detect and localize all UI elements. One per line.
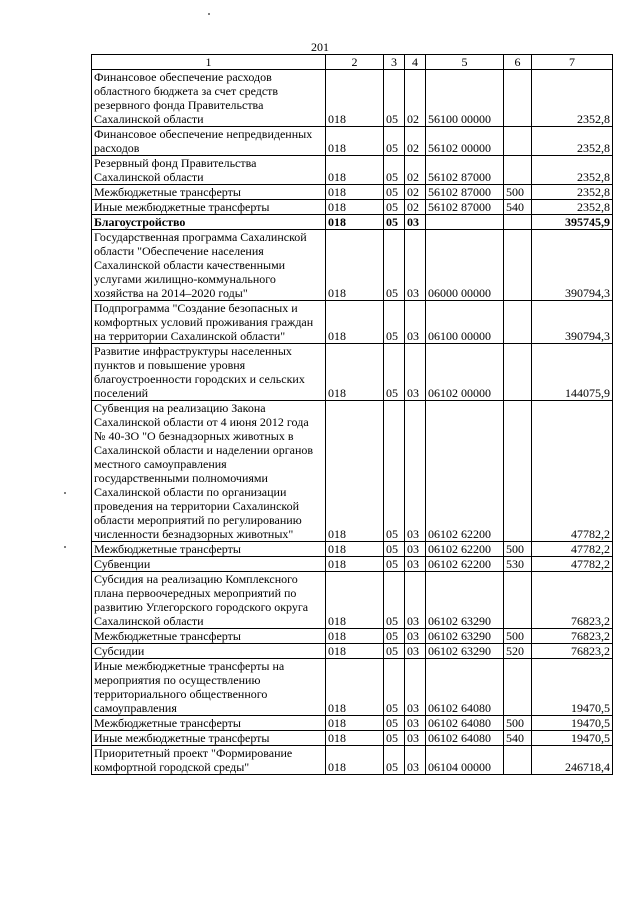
code-6-cell (504, 746, 532, 775)
amount-cell: 19470,5 (532, 716, 613, 731)
row-name-cell: Иные межбюджетные трансферты (92, 200, 326, 215)
code-2-cell: 018 (326, 301, 384, 344)
amount-cell: 47782,2 (532, 557, 613, 572)
code-2-cell: 018 (326, 572, 384, 629)
code-4-cell: 02 (405, 185, 426, 200)
row-name-cell: Межбюджетные трансферты (92, 716, 326, 731)
code-4-cell: 02 (405, 70, 426, 127)
table-row (92, 746, 613, 775)
code-4-cell: 03 (405, 542, 426, 557)
code-3-cell: 05 (384, 200, 405, 215)
code-2-cell: 018 (326, 215, 384, 230)
amount-cell: 47782,2 (532, 542, 613, 557)
code-3-cell: 05 (384, 185, 405, 200)
column-header: 2 (326, 55, 384, 70)
row-name-cell: Субвенции (92, 557, 326, 572)
code-6-cell: 520 (504, 644, 532, 659)
table-row (92, 185, 613, 200)
column-header: 7 (532, 55, 613, 70)
table-row (92, 401, 613, 542)
header-row (92, 55, 613, 70)
code-3-cell: 05 (384, 156, 405, 185)
column-header: 5 (426, 55, 504, 70)
table-row (92, 200, 613, 215)
amount-cell: 144075,9 (532, 344, 613, 401)
code-2-cell: 018 (326, 156, 384, 185)
amount-cell: 2352,8 (532, 156, 613, 185)
scan-speck (64, 492, 66, 494)
code-2-cell: 018 (326, 542, 384, 557)
row-name-cell: Межбюджетные трансферты (92, 185, 326, 200)
code-5-cell: 06102 62200 (426, 542, 504, 557)
table-row (92, 344, 613, 401)
code-4-cell: 03 (405, 344, 426, 401)
code-5-cell: 06102 62200 (426, 557, 504, 572)
code-4-cell: 03 (405, 659, 426, 716)
row-name-cell: Финансовое обеспечение расходов областного бюджета за счет средств резервного фонда Правительства Сахалинской области (92, 70, 326, 127)
code-5-cell: 56102 87000 (426, 200, 504, 215)
table-row (92, 215, 613, 230)
code-5-cell: 06102 64080 (426, 659, 504, 716)
code-6-cell (504, 401, 532, 542)
row-name-cell: Финансовое обеспечение непредвиденных расходов (92, 127, 326, 156)
code-3-cell: 05 (384, 230, 405, 301)
code-6-cell (504, 230, 532, 301)
column-header: 4 (405, 55, 426, 70)
code-6-cell (504, 127, 532, 156)
code-3-cell: 05 (384, 542, 405, 557)
code-4-cell: 03 (405, 572, 426, 629)
amount-cell: 76823,2 (532, 572, 613, 629)
budget-table (91, 54, 613, 775)
code-6-cell: 540 (504, 731, 532, 746)
code-4-cell: 03 (405, 644, 426, 659)
code-4-cell: 03 (405, 301, 426, 344)
code-2-cell: 018 (326, 200, 384, 215)
code-3-cell: 05 (384, 746, 405, 775)
code-2-cell: 018 (326, 185, 384, 200)
code-4-cell: 02 (405, 156, 426, 185)
row-name-cell: Развитие инфраструктуры населенных пунктов и повышение уровня благоустроенности городских и сельских поселений (92, 344, 326, 401)
code-5-cell: 06102 64080 (426, 731, 504, 746)
table-row (92, 156, 613, 185)
table-row (92, 644, 613, 659)
table-row (92, 731, 613, 746)
code-4-cell: 03 (405, 629, 426, 644)
code-4-cell: 03 (405, 716, 426, 731)
code-4-cell: 02 (405, 127, 426, 156)
row-name-cell: Приоритетный проект "Формирование комфортной городской среды" (92, 746, 326, 775)
code-4-cell: 03 (405, 401, 426, 542)
code-5-cell: 56100 00000 (426, 70, 504, 127)
row-name-cell: Межбюджетные трансферты (92, 542, 326, 557)
amount-cell: 76823,2 (532, 644, 613, 659)
code-5-cell: 06102 62200 (426, 401, 504, 542)
row-name-cell: Иные межбюджетные трансферты на мероприятия по осуществлению территориального общественного самоуправления (92, 659, 326, 716)
code-6-cell: 500 (504, 542, 532, 557)
amount-cell: 246718,4 (532, 746, 613, 775)
code-3-cell: 05 (384, 572, 405, 629)
code-6-cell: 500 (504, 629, 532, 644)
table-row (92, 301, 613, 344)
code-6-cell: 530 (504, 557, 532, 572)
code-2-cell: 018 (326, 629, 384, 644)
page-number: 201 (311, 40, 329, 54)
code-6-cell (504, 70, 532, 127)
code-6-cell: 500 (504, 185, 532, 200)
code-6-cell: 500 (504, 716, 532, 731)
code-5-cell: 56102 87000 (426, 185, 504, 200)
row-name-cell: Межбюджетные трансферты (92, 629, 326, 644)
row-name-cell: Резервный фонд Правительства Сахалинской области (92, 156, 326, 185)
code-3-cell: 05 (384, 344, 405, 401)
row-name-cell: Иные межбюджетные трансферты (92, 731, 326, 746)
code-2-cell: 018 (326, 659, 384, 716)
table-row (92, 230, 613, 301)
code-3-cell: 05 (384, 215, 405, 230)
code-3-cell: 05 (384, 731, 405, 746)
row-name-cell: Подпрограмма "Создание безопасных и комфортных условий проживания граждан на территории Сахалинской области" (92, 301, 326, 344)
code-6-cell (504, 301, 532, 344)
amount-cell: 19470,5 (532, 731, 613, 746)
code-4-cell: 03 (405, 215, 426, 230)
table-row (92, 127, 613, 156)
code-5-cell: 06102 63290 (426, 572, 504, 629)
code-6-cell (504, 215, 532, 230)
code-2-cell: 018 (326, 644, 384, 659)
code-2-cell: 018 (326, 127, 384, 156)
row-name-cell: Государственная программа Сахалинской области "Обеспечение населения Сахалинской области качественными услугами жилищно-коммунального хозяйства на 2014–2020 годы" (92, 230, 326, 301)
table-row (92, 572, 613, 629)
scan-speck (64, 546, 66, 548)
code-3-cell: 05 (384, 644, 405, 659)
code-6-cell (504, 659, 532, 716)
scan-speck (208, 13, 210, 15)
row-name-cell: Субвенция на реализацию Закона Сахалинской области от 4 июня 2012 года № 40-ЗО "О безнадзорных животных в Сахалинской области и наделении органов местного самоуправления государственными полномочиями Сахалинской области по организации проведения на территории Сахалинской области мероприятий по регулированию численности безнадзорных животных" (92, 401, 326, 542)
table-row (92, 557, 613, 572)
code-5-cell: 06100 00000 (426, 301, 504, 344)
code-5-cell: 06104 00000 (426, 746, 504, 775)
code-5-cell: 56102 00000 (426, 127, 504, 156)
amount-cell: 76823,2 (532, 629, 613, 644)
code-3-cell: 05 (384, 127, 405, 156)
amount-cell: 19470,5 (532, 659, 613, 716)
amount-cell: 390794,3 (532, 230, 613, 301)
amount-cell: 395745,9 (532, 215, 613, 230)
code-2-cell: 018 (326, 70, 384, 127)
code-6-cell: 540 (504, 200, 532, 215)
amount-cell: 47782,2 (532, 401, 613, 542)
table-row (92, 659, 613, 716)
code-6-cell (504, 572, 532, 629)
code-5-cell: 56102 87000 (426, 156, 504, 185)
code-3-cell: 05 (384, 716, 405, 731)
code-6-cell (504, 156, 532, 185)
code-5-cell: 06102 63290 (426, 644, 504, 659)
table-row (92, 716, 613, 731)
amount-cell: 390794,3 (532, 301, 613, 344)
code-5-cell: 06102 64080 (426, 716, 504, 731)
code-2-cell: 018 (326, 557, 384, 572)
code-5-cell (426, 215, 504, 230)
table-row (92, 542, 613, 557)
table-row (92, 70, 613, 127)
code-2-cell: 018 (326, 230, 384, 301)
code-6-cell (504, 344, 532, 401)
code-3-cell: 05 (384, 629, 405, 644)
code-2-cell: 018 (326, 401, 384, 542)
column-header: 3 (384, 55, 405, 70)
code-3-cell: 05 (384, 557, 405, 572)
row-name-cell: Благоустройство (92, 215, 326, 230)
code-2-cell: 018 (326, 716, 384, 731)
code-3-cell: 05 (384, 301, 405, 344)
table-body (92, 70, 613, 775)
code-4-cell: 02 (405, 200, 426, 215)
amount-cell: 2352,8 (532, 70, 613, 127)
column-header: 1 (92, 55, 326, 70)
code-3-cell: 05 (384, 401, 405, 542)
amount-cell: 2352,8 (532, 200, 613, 215)
code-5-cell: 06102 00000 (426, 344, 504, 401)
code-4-cell: 03 (405, 746, 426, 775)
code-5-cell: 06000 00000 (426, 230, 504, 301)
code-3-cell: 05 (384, 659, 405, 716)
code-3-cell: 05 (384, 70, 405, 127)
code-2-cell: 018 (326, 731, 384, 746)
code-4-cell: 03 (405, 557, 426, 572)
code-4-cell: 03 (405, 230, 426, 301)
column-header: 6 (504, 55, 532, 70)
row-name-cell: Субсидия на реализацию Комплексного плана первоочередных мероприятий по развитию Углегорского городского округа Сахалинской области (92, 572, 326, 629)
table-row (92, 629, 613, 644)
code-4-cell: 03 (405, 731, 426, 746)
code-2-cell: 018 (326, 746, 384, 775)
amount-cell: 2352,8 (532, 127, 613, 156)
code-5-cell: 06102 63290 (426, 629, 504, 644)
code-2-cell: 018 (326, 344, 384, 401)
amount-cell: 2352,8 (532, 185, 613, 200)
row-name-cell: Субсидии (92, 644, 326, 659)
